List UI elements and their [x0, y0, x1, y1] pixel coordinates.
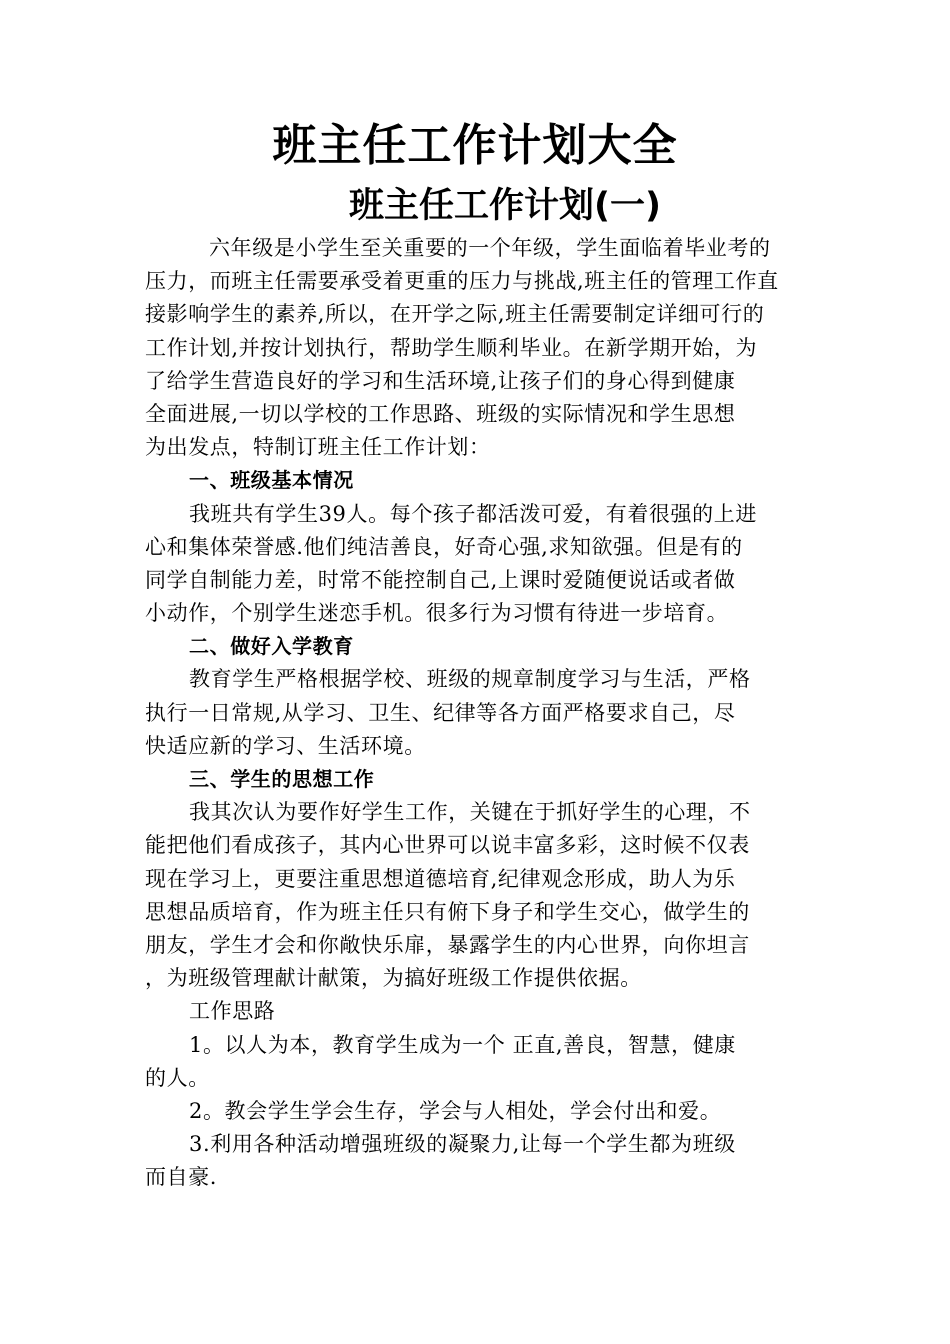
- body-text-line: 思想品质培育，作为班主任只有俯下身子和学生交心，做学生的: [145, 899, 750, 924]
- section-heading: 二、做好入学教育: [189, 634, 354, 659]
- body-text-line: 能把他们看成孩子，其内心世界可以说丰富多彩，这时候不仅表: [145, 833, 750, 858]
- body-text-line: 的人。: [145, 1065, 210, 1090]
- body-text-line: 心和集体荣誉感.他们纯洁善良，好奇心强,求知欲强。但是有的: [145, 534, 743, 559]
- body-text-line: 工作思路: [189, 999, 276, 1024]
- body-text-line: 压力，而班主任需要承受着更重的压力与挑战,班主任的管理工作直: [145, 269, 779, 294]
- body-text-line: 朋友，学生才会和你敞快乐扉，暴露学生的内心世界，向你坦言: [145, 932, 750, 957]
- document-title: 班主任工作计划大全: [272, 120, 678, 171]
- body-text-line: 我其次认为要作好学生工作，关键在于抓好学生的心理，不: [189, 800, 751, 825]
- body-text-line: 执行一日常规,从学习、卫生、纪律等各方面严格要求自己，尽: [145, 700, 736, 725]
- body-text-line: 3.利用各种活动增强班级的凝聚力,让每一个学生都为班级: [189, 1132, 736, 1157]
- body-text-line: 而自豪.: [145, 1165, 218, 1190]
- body-text-line: 同学自制能力差，时常不能控制自己,上课时爱随便说话或者做: [145, 567, 736, 592]
- body-text-line: 现在学习上，更要注重思想道德培育,纪律观念形成，助人为乐: [145, 866, 736, 891]
- body-text-line: 工作计划,并按计划执行，帮助学生顺利毕业。在新学期开始，为: [145, 335, 758, 360]
- body-text-line: ，为班级管理献计献策，为搞好班级工作提供依据。: [145, 966, 642, 991]
- body-text-line: 小动作，个别学生迷恋手机。很多行为习惯有待进一步培育。: [145, 601, 729, 626]
- document-subtitle: 班主任工作计划(一): [349, 186, 661, 226]
- body-text-line: 六年级是小学生至关重要的一个年级，学生面临着毕业考的: [209, 236, 771, 260]
- section-heading: 三、学生的思想工作: [189, 767, 375, 791]
- body-text-line: 教育学生严格根据学校、班级的规章制度学习与生活，严格: [189, 667, 751, 692]
- body-text-line: 我班共有学生39人。每个孩子都活泼可爱，有着很强的上进: [189, 501, 757, 526]
- body-text-line: 全面进展,一切以学校的工作思路、班级的实际情况和学生思想: [145, 401, 736, 426]
- section-heading: 一、班级基本情况: [189, 468, 354, 493]
- body-text-line: 为出发点，特制订班主任工作计划：: [145, 435, 491, 460]
- body-text-line: 了给学生营造良好的学习和生活环境,让孩子们的身心得到健康: [145, 368, 736, 393]
- body-text-line: 快适应新的学习、生活环境。: [145, 733, 426, 758]
- body-text-line: 2。教会学生学会生存，学会与人相处，学会付出和爱。: [189, 1098, 722, 1123]
- body-text-line: 接影响学生的素养,所以，在开学之际,班主任需要制定详细可行的: [145, 302, 765, 327]
- document-body: [145, 232, 807, 1194]
- body-text-line: 1。以人为本，教育学生成为一个 正直,善良，智慧，健康: [189, 1032, 736, 1057]
